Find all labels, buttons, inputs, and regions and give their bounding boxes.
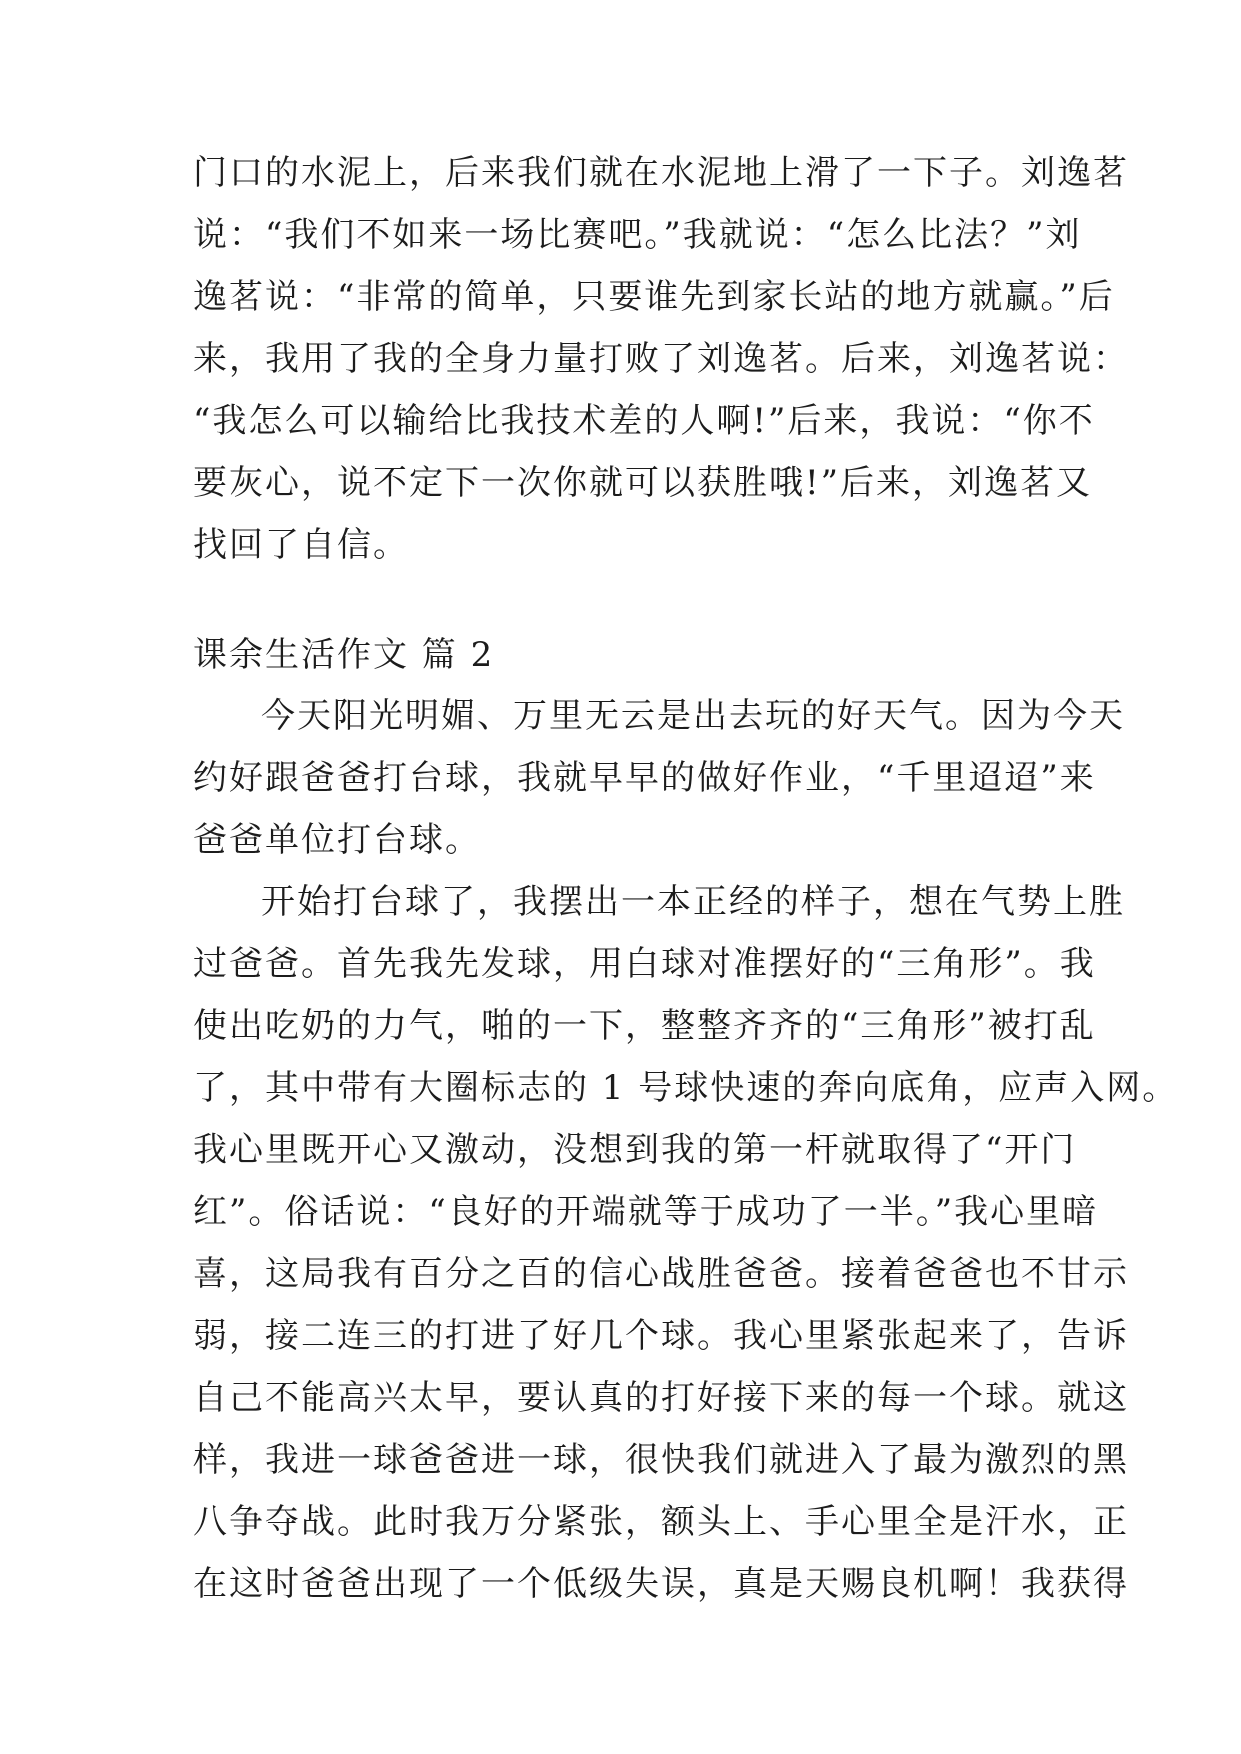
text-line: 在这时爸爸出现了一个低级失误，真是天赐良机啊！我获得 [193,1564,1129,1604]
paragraph-1 [193,685,1125,871]
text-line: 使出吃奶的力气，啪的一下，整整齐齐的“三角形”被打乱 [193,1006,1096,1046]
paragraph-2 [193,871,1179,1615]
text-line: 样，我进一球爸爸进一球，很快我们就进入了最为激烈的黑 [193,1440,1129,1480]
text-line: 了，其中带有大圈标志的 1 号球快速的奔向底角，应声入网。 [193,1068,1179,1108]
text-line: 弱，接二连三的打进了好几个球。我心里紧张起来了，告诉 [193,1316,1129,1356]
text-line: 自己不能高兴太早，要认真的打好接下来的每一个球。就这 [193,1378,1129,1418]
text-line: 我心里既开心又激动，没想到我的第一杆就取得了“开门 [193,1130,1077,1170]
text-line: 要灰心，说不定下一次你就可以获胜哦!”后来，刘逸茗又 [193,463,1093,503]
text-line: “我怎么可以输给比我技术差的人啊!”后来，我说：“你不 [193,401,1095,441]
text-line: 八争夺战。此时我万分紧张，额头上、手心里全是汗水，正 [193,1502,1129,1542]
text-line: 开始打台球了，我摆出一本正经的样子，想在气势上胜 [261,882,1125,922]
text-line: 门口的水泥上，后来我们就在水泥地上滑了一下子。刘逸茗 [193,153,1129,193]
text-line: 过爸爸。首先我先发球，用白球对准摆好的“三角形”。我 [193,944,1096,984]
text-line: 今天阳光明媚、万里无云是出去玩的好天气。因为今天 [261,696,1125,736]
text-line: 来，我用了我的全身力量打败了刘逸茗。后来，刘逸茗说： [193,339,1129,379]
text-line: 说：“我们不如来一场比赛吧。”我就说：“怎么比法？”刘 [193,215,1082,255]
paragraph-continued [193,142,1129,576]
text-line: 找回了自信。 [193,525,409,565]
section-heading: 课余生活作文 篇 2 [193,635,495,675]
text-line: 逸茗说：“非常的简单，只要谁先到家长站的地方就赢。”后 [193,277,1115,317]
text-line: 红”。俗话说：“良好的开端就等于成功了一半。”我心里暗 [193,1192,1099,1232]
text-line: 约好跟爸爸打台球，我就早早的做好作业，“千里迢迢”来 [193,758,1096,798]
text-line: 爸爸单位打台球。 [193,820,481,860]
text-line: 喜，这局我有百分之百的信心战胜爸爸。接着爸爸也不甘示 [193,1254,1129,1294]
